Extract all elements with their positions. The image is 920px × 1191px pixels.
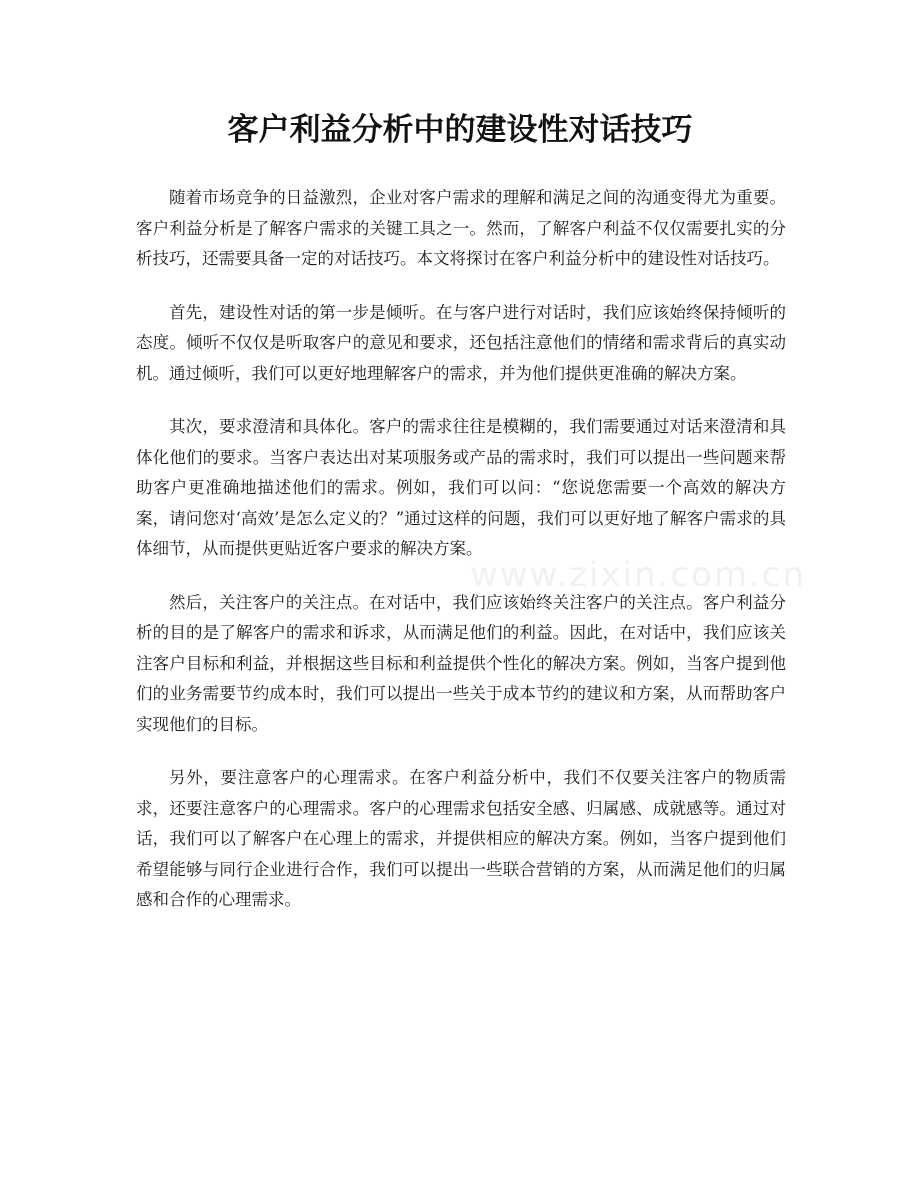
document-title: 客户利益分析中的建设性对话技巧 [227,112,693,148]
paragraph-1: 随着市场竞争的日益激烈，企业对客户需求的理解和满足之间的沟通变得尤为重要。客户利益分析是了解客户需求的关键工具之一。然而，了解客户利益不仅仅需要扎实的分析技巧，还需要具备一定的对话技巧。本文将探讨在客户利益分析中的建设性对话技巧。 [136,188,786,268]
paragraph-2: 首先，建设性对话的第一步是倾听。在与客户进行对话时，我们应该始终保持倾听的态度。倾听不仅仅是听取客户的意见和要求，还包括注意他们的情绪和需求背后的真实动机。通过倾听，我们可以更好地理解客户的需求，并为他们提供更准确的解决方案。 [136,302,786,383]
paragraph-4: 然后，关注客户的关注点。在对话中，我们应该始终关注客户的关注点。客户利益分析的目的是了解客户的需求和诉求，从而满足他们的利益。因此，在对话中，我们应该关注客户目标和利益，并根据这些目标和利益提供个性化的解决方案。例如，当客户提到他们的业务需要节约成本时，我们可以提出一些关于成本节约的建议和方案，从而帮助客户实现他们的目标。 [136,592,786,734]
watermark: www.zixin.com.cn [470,555,806,595]
document-body [136,183,786,939]
paragraph-3: 其次，要求澄清和具体化。客户的需求往往是模糊的，我们需要通过对话来澄清和具体化他们的要求。当客户表达出对某项服务或产品的需求时，我们可以提出一些问题来帮助客户更准确地描述他们的需求。例如，我们可以问：“您说您需要一个高效的解决方案，请问您对‘高效’是怎么定义的？”通过这样的问题，我们可以更好地了解客户需求的具体细节，从而提供更贴近客户要求的解决方案。 [136,417,786,558]
paragraph-5: 另外，要注意客户的心理需求。在客户利益分析中，我们不仅要关注客户的物质需求，还要注意客户的心理需求。客户的心理需求包括安全感、归属感、成就感等。通过对话，我们可以了解客户在心理上的需求，并提供相应的解决方案。例如，当客户提到他们希望能够与同行企业进行合作，我们可以提出一些联合营销的方案，从而满足他们的归属感和合作的心理需求。 [136,768,786,909]
